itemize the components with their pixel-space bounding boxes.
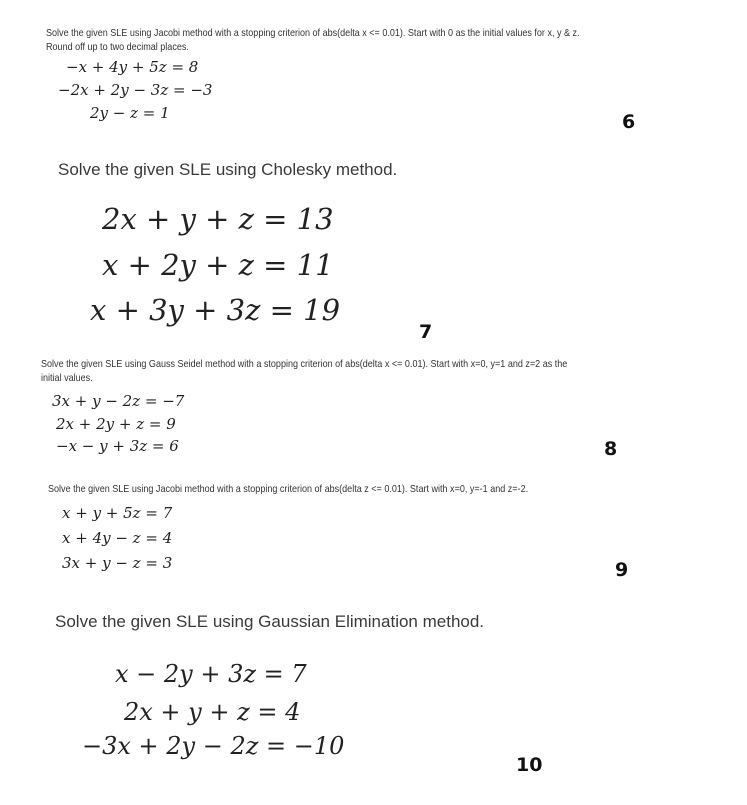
problem-8-equation-2: 2x + 2y + z = 9 xyxy=(56,415,176,433)
problem-7-prompt: Solve the given SLE using Cholesky method. xyxy=(58,160,398,179)
problem-6-prompt-line1: Solve the given SLE using Jacobi method with a stopping criterion of abs(delta x <= 0.01). Start with 0 as the initial values for x, y & z. xyxy=(46,27,580,39)
problem-7-number: 7 xyxy=(419,321,433,343)
problem-8-prompt-line2: initial values. xyxy=(41,372,93,384)
problem-7-equation-3: x + 3y + 3z = 19 xyxy=(90,293,341,327)
problem-8-prompt xyxy=(41,357,567,385)
problem-6-prompt-line2: Round off up to two decimal places. xyxy=(46,41,189,53)
problem-10-equation-1: x − 2y + 3z = 7 xyxy=(115,660,307,688)
problem-9-equation-3: 3x + y − z = 3 xyxy=(62,554,173,572)
problem-7-equation-1: 2x + y + z = 13 xyxy=(102,202,334,236)
problem-9-equation-1: x + y + 5z = 7 xyxy=(62,504,173,522)
problem-7-equation-2: x + 2y + z = 11 xyxy=(102,248,334,282)
problem-10-equation-3: −3x + 2y − 2z = −10 xyxy=(82,732,345,760)
problem-10-number: 10 xyxy=(516,754,543,776)
problem-9-equation-2: x + 4y − z = 4 xyxy=(62,529,173,547)
problem-6-equation-2: −2x + 2y − 3z = −3 xyxy=(58,81,213,99)
problem-9-prompt-line1: Solve the given SLE using Jacobi method with a stopping criterion of abs(delta z <= 0.01). Start with x=0, y=-1 and z=-2. xyxy=(48,483,529,495)
problem-6-equation-3: 2y − z = 1 xyxy=(90,104,170,122)
problem-8-equation-3: −x − y + 3z = 6 xyxy=(56,437,179,455)
problem-10-prompt: Solve the given SLE using Gaussian Elimination method. xyxy=(55,612,485,631)
problem-9-prompt xyxy=(48,482,528,496)
problem-9-number: 9 xyxy=(615,559,629,581)
problem-8-equation-1: 3x + y − 2z = −7 xyxy=(52,392,185,410)
problem-6-number: 6 xyxy=(622,111,636,133)
problem-6-equation-1: −x + 4y + 5z = 8 xyxy=(66,58,199,76)
problem-6-prompt xyxy=(46,26,580,54)
problem-10-equation-2: 2x + y + z = 4 xyxy=(124,698,301,726)
problem-8-prompt-line1: Solve the given SLE using Gauss Seidel method with a stopping criterion of abs(delta x <= 0.01). Start with x=0, y=1 and z=2 as the xyxy=(41,358,568,370)
problem-8-number: 8 xyxy=(604,438,618,460)
